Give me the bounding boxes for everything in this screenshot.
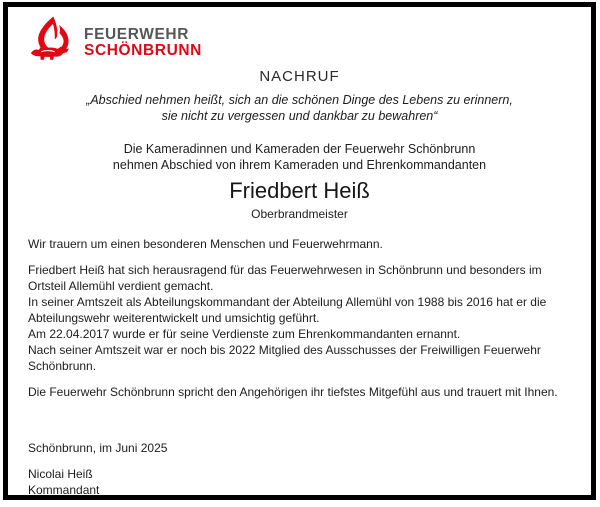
body-paragraph-3: Die Feuerwehr Schönbrunn spricht den Angehörigen ihr tiefstes Mitgefühl aus und trauert mit Ihnen. bbox=[28, 385, 558, 399]
body-paragraph-2 bbox=[28, 262, 577, 374]
farewell-intro bbox=[20, 141, 579, 173]
body-sentence: Am 22.04.2017 wurde er für seine Verdienste zum Ehrenkommandanten ernannt. bbox=[28, 327, 461, 341]
intro-line-1: Die Kameradinnen und Kameraden der Feuerwehr Schönbrunn bbox=[123, 142, 476, 156]
deceased-rank: Oberbrandmeister bbox=[251, 207, 348, 221]
signer-name: Nicolai Heiß bbox=[28, 467, 93, 481]
logo-text-feuerwehr: FEUERWEHR bbox=[84, 25, 190, 43]
body-sentence: Nach seiner Amtszeit war er noch bis 2022 Mitglied des Ausschusses der Freiwilligen Feuerwehr Schönbrunn. bbox=[28, 343, 541, 373]
obituary-card bbox=[3, 2, 596, 500]
signer-role: Kommandant bbox=[28, 483, 100, 497]
signature-block bbox=[28, 466, 577, 498]
quote-line-1: „Abschied nehmen heißt, sich an die schönen Dinge des Lebens zu erinnern, bbox=[86, 93, 513, 107]
obituary-title: NACHRUF bbox=[259, 68, 340, 85]
logo-wordmark bbox=[84, 21, 202, 60]
body-sentence: In seiner Amtszeit als Abteilungskommandant der Abteilung Allemühl von 1988 bis 2016 hat er die Abteilungswehr weiterentwickelt und umsichtig geführt. bbox=[28, 295, 547, 325]
place-and-date: Schönbrunn, im Juni 2025 bbox=[28, 441, 168, 455]
memorial-quote bbox=[20, 92, 579, 124]
quote-line-2: sie nicht zu vergessen und dankbar zu bewahren“ bbox=[161, 109, 438, 123]
body-paragraph-1: Wir trauern um einen besonderen Menschen und Feuerwehrmann. bbox=[28, 237, 383, 251]
body-sentence: Friedbert Heiß hat sich herausragend für das Feuerwehrwesen in Schönbrunn und besonders im Ortsteil Allemühl verdient gemacht. bbox=[28, 263, 542, 293]
deceased-name: Friedbert Heiß bbox=[229, 178, 370, 203]
obituary-body bbox=[28, 236, 577, 498]
feuerwehr-logo bbox=[28, 15, 579, 65]
logo-text-schoenbrunn: SCHÖNBRUNN bbox=[84, 42, 202, 59]
flame-with-lion-icon bbox=[28, 15, 75, 65]
intro-line-2: nehmen Abschied von ihrem Kameraden und Ehrenkommandanten bbox=[112, 158, 487, 172]
